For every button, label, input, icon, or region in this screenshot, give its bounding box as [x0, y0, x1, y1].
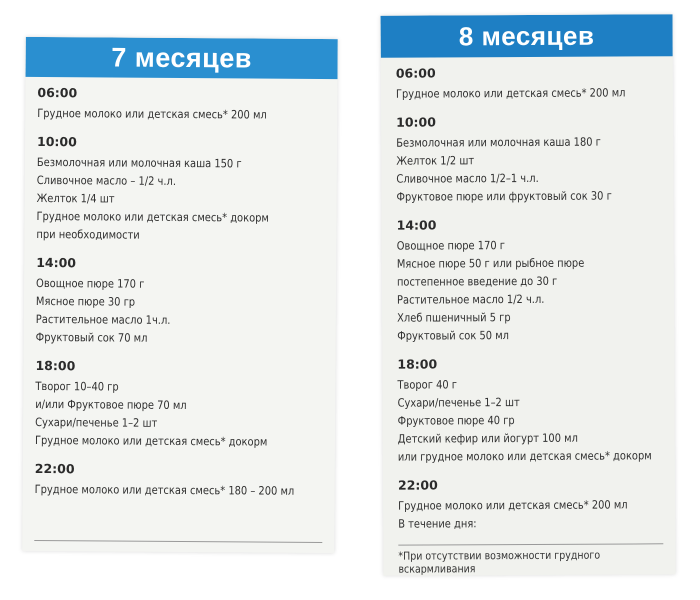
card-7-months [22, 37, 338, 553]
meal-item: Фруктовое пюре 40 гр [397, 413, 515, 428]
meal-item: Желток 1/4 шт [36, 190, 115, 206]
meal-item: Сухари/печенье 1–2 шт [397, 395, 520, 410]
meal-time: 06:00 [37, 84, 78, 101]
meal-item: Грудное молоко или детская смесь* 200 мл [37, 105, 267, 122]
meal-item: В течение дня: [398, 516, 477, 531]
schedule-section [35, 461, 321, 500]
meal-item: Творог 40 г [397, 377, 458, 392]
meal-item: Грудное молоко или детская смесь* 200 мл [398, 497, 628, 513]
meal-item: Сливочное масло – 1/2 ч.л. [36, 172, 177, 188]
meal-item: Грудное молоко или детская смесь* 200 мл [395, 85, 626, 101]
meal-time: 14:00 [396, 217, 437, 233]
meal-item: Хлеб пшеничный 5 гр [397, 310, 511, 325]
meal-time: 06:00 [395, 65, 436, 81]
schedule-list [23, 77, 338, 500]
divider [34, 540, 322, 543]
schedule-section [398, 476, 665, 532]
divider [398, 543, 663, 545]
meal-item: Растительное масло 1/2 ч.л. [396, 291, 545, 307]
meal-item: Грудное молоко или детская смесь* 180 – 200 мл [34, 481, 295, 498]
meal-item: при необходимости [36, 226, 140, 242]
meal-item: Овощное пюре 170 г [36, 275, 145, 291]
meal-item: Грудное молоко или детская смесь* докорм [36, 208, 269, 225]
meal-item: Овощное пюре 170 г [396, 238, 506, 253]
meal-time: 22:00 [397, 477, 438, 493]
meal-time: 18:00 [35, 357, 76, 374]
card-8-months [381, 14, 676, 576]
meal-item: Безмолочная или молочная каша 150 г [36, 154, 242, 171]
meal-item: Фруктовый сок 50 мл [397, 328, 510, 343]
footnote-line: *При отсутствии возможности грудного [398, 548, 601, 563]
meal-item: постепенное введение до 30 г [396, 273, 558, 289]
footnote-line: вскармливания [398, 562, 476, 576]
meal-item: Детский кефир или йогурт 100 мл [397, 430, 578, 446]
meal-time: 10:00 [37, 133, 77, 150]
schedule-section [397, 355, 665, 465]
schedule-list [381, 56, 675, 533]
meal-time: 10:00 [396, 114, 436, 130]
meal-item: или грудное молоко или детская смесь* докорм [397, 448, 652, 464]
meal-time: 22:00 [34, 460, 75, 477]
footnote [398, 549, 600, 576]
meal-item: Фруктовый сок 70 мл [35, 329, 148, 345]
meal-item: Безмолочная или молочная каша 180 г [396, 134, 601, 150]
card-title: 7 месяцев [26, 37, 338, 79]
meal-item: Мясное пюре 50 г или рыбное пюре [396, 255, 585, 271]
meal-item: и/или Фруктовое пюре 70 мл [35, 396, 187, 413]
meal-item: Фруктовое пюре или фруктовый сок 30 г [396, 188, 612, 204]
meal-item: Сухари/печенье 1–2 шт [35, 414, 158, 430]
card-title: 8 месяцев [381, 14, 673, 58]
meal-item: Мясное пюре 30 гр [35, 293, 136, 309]
schedule-section [397, 216, 665, 344]
meal-time: 14:00 [36, 254, 77, 271]
meal-time: 18:00 [397, 356, 438, 372]
schedule-section [36, 134, 323, 245]
meal-item: Грудное молоко или детская смесь* докорм [34, 432, 268, 449]
meal-item: Сливочное масло 1/2–1 ч.л. [396, 170, 539, 186]
meal-item: Растительное масло 1ч.л. [35, 311, 171, 327]
meal-item: Творог 10–40 гр [35, 378, 119, 394]
schedule-section [396, 64, 663, 102]
schedule-section [35, 358, 322, 451]
schedule-section [396, 113, 663, 205]
meal-item: Желток 1/2 шт [396, 153, 475, 168]
schedule-section [37, 85, 323, 124]
schedule-section [36, 255, 323, 348]
